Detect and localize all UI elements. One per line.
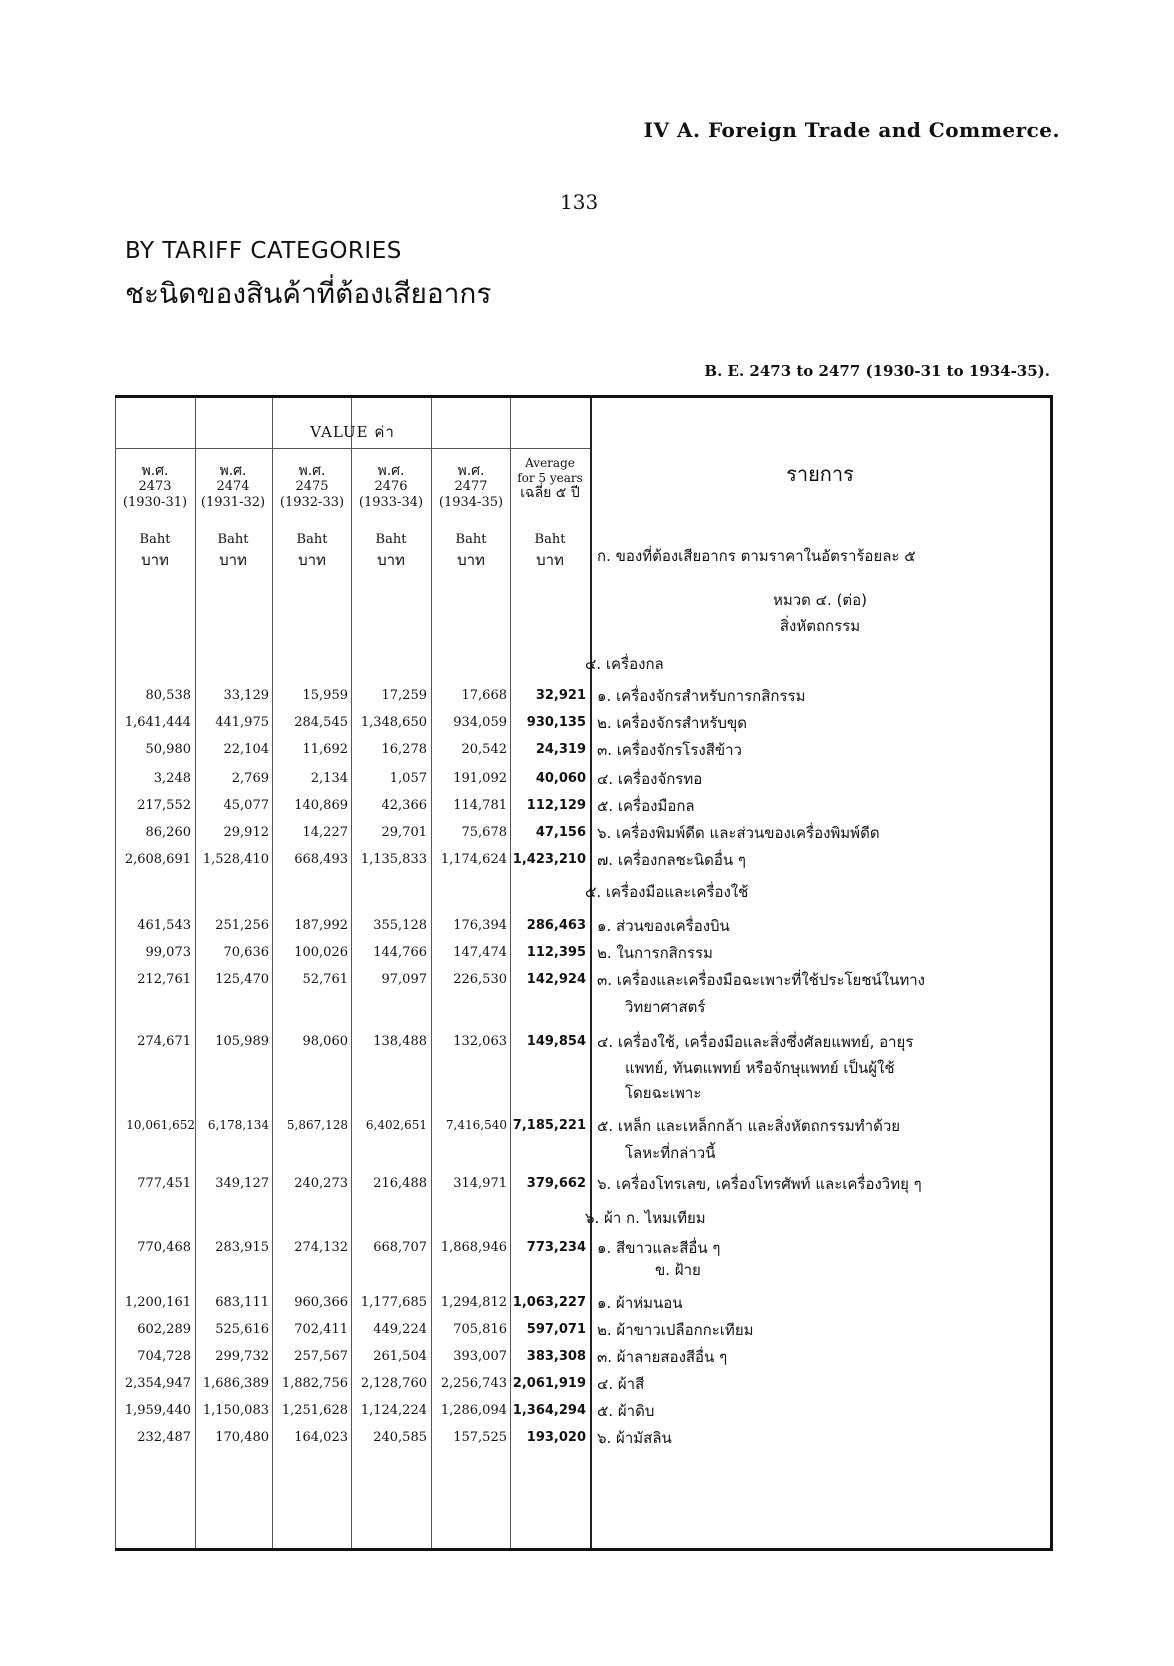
value-cell: 45,077 — [223, 798, 269, 813]
value-cell: 29,701 — [381, 825, 427, 840]
value-cell: 16,278 — [381, 742, 427, 757]
table-row — [115, 1240, 1050, 1266]
value-cell: 934,059 — [453, 715, 507, 730]
value-cell: 668,707 — [373, 1240, 427, 1255]
average-cell: 47,156 — [535, 825, 586, 840]
table-row — [115, 1034, 1050, 1060]
average-cell: 286,463 — [526, 918, 586, 933]
value-cell: 2,128,760 — [360, 1376, 427, 1391]
value-cell: 1,286,094 — [440, 1403, 507, 1418]
value-cell: 50,980 — [145, 742, 191, 757]
value-cell: 705,816 — [453, 1322, 507, 1337]
value-cell: 140,869 — [294, 798, 348, 813]
value-cell: 525,616 — [215, 1322, 269, 1337]
value-cell: 257,567 — [294, 1349, 348, 1364]
value-cell: 683,111 — [215, 1295, 269, 1310]
item-label: ๕. เครื่องมือกล — [597, 797, 695, 815]
table-row — [115, 825, 1050, 851]
item-label: ๓. เครื่องและเครื่องมือฉะเพาะที่ใช้ประโยชน์ในทาง — [597, 971, 925, 989]
value-cell: 314,971 — [453, 1176, 507, 1191]
value-cell: 1,174,624 — [440, 852, 507, 867]
title-english: BY TARIFF CATEGORIES — [125, 238, 402, 264]
table-row — [115, 688, 1050, 714]
table-row — [115, 852, 1050, 878]
item-label: ๑. ผ้าห่มนอน — [597, 1294, 683, 1312]
title-thai: ชะนิดของสินค้าที่ต้องเสียอากร — [125, 277, 492, 310]
section-heading: ๕. เครื่องมือและเครื่องใช้ — [585, 883, 749, 901]
period-label: B. E. 2473 to 2477 (1930-31 to 1934-35). — [704, 362, 1050, 380]
value-cell: 1,294,812 — [440, 1295, 507, 1310]
value-cell: 114,781 — [453, 798, 507, 813]
value-cell: 17,259 — [381, 688, 427, 703]
group-subheading: สิ่งหัตถกรรม — [779, 617, 861, 635]
value-cell: 157,525 — [453, 1430, 507, 1445]
value-cell: 2,769 — [231, 771, 269, 786]
value-cell: 1,959,440 — [124, 1403, 191, 1418]
average-cell: 1,423,210 — [512, 852, 586, 867]
value-cell: 105,989 — [215, 1034, 269, 1049]
value-cell: 14,227 — [302, 825, 348, 840]
unit-label: Baht บาท — [534, 532, 566, 569]
average-cell: 7,185,221 — [512, 1118, 586, 1133]
item-label: ๔. เครื่องจักรทอ — [597, 770, 703, 788]
value-cell: 212,761 — [137, 972, 191, 987]
item-label: ๓. ผ้าลายสองสีอื่น ๆ — [597, 1348, 728, 1366]
value-cell: 6,402,651 — [365, 1118, 427, 1132]
value-cell: 232,487 — [137, 1430, 191, 1445]
value-cell: 1,348,650 — [360, 715, 427, 730]
value-cell: 52,761 — [302, 972, 348, 987]
item-label-continuation: วิทยาศาสตร์ — [625, 998, 706, 1016]
item-label-continuation: แพทย์, ทันตแพทย์ หรือจักษุแพทย์ เป็นผู้ใช้ — [625, 1059, 895, 1077]
average-cell: 930,135 — [526, 715, 586, 730]
value-cell: 349,127 — [215, 1176, 269, 1191]
value-cell: 1,686,389 — [202, 1376, 269, 1391]
year-header: พ.ศ. 2476 (1933-34) — [358, 463, 424, 510]
items-header: รายการ — [786, 462, 854, 486]
value-cell: 240,585 — [373, 1430, 427, 1445]
item-label: ๕. ผ้าดิบ — [597, 1402, 655, 1420]
value-cell: 75,678 — [461, 825, 507, 840]
value-cell: 20,542 — [461, 742, 507, 757]
average-cell: 193,020 — [526, 1430, 586, 1445]
value-cell: 80,538 — [145, 688, 191, 703]
value-cell: 770,468 — [137, 1240, 191, 1255]
average-cell: 142,924 — [526, 972, 586, 987]
value-cell: 283,915 — [215, 1240, 269, 1255]
item-label: ๗. เครื่องกลชะนิดอื่น ๆ — [597, 851, 746, 869]
value-cell: 2,134 — [310, 771, 348, 786]
value-cell: 602,289 — [137, 1322, 191, 1337]
value-cell: 125,470 — [215, 972, 269, 987]
year-header: พ.ศ. 2477 (1934-35) — [438, 463, 504, 510]
value-cell: 668,493 — [294, 852, 348, 867]
value-cell: 1,124,224 — [360, 1403, 427, 1418]
value-cell: 191,092 — [453, 771, 507, 786]
value-cell: 441,975 — [215, 715, 269, 730]
table-row — [115, 798, 1050, 824]
category-a-label: ก. ของที่ต้องเสียอากร ตามราคาในอัตราร้อยละ ๕ — [597, 547, 916, 565]
value-cell: 1,057 — [389, 771, 427, 786]
value-cell: 702,411 — [294, 1322, 348, 1337]
table-row — [115, 1376, 1050, 1402]
value-cell: 240,273 — [294, 1176, 348, 1191]
average-cell: 112,395 — [526, 945, 586, 960]
value-cell: 164,023 — [294, 1430, 348, 1445]
value-cell: 70,636 — [223, 945, 269, 960]
value-cell: 704,728 — [137, 1349, 191, 1364]
item-label: ๖. เครื่องพิมพ์ดีด และส่วนของเครื่องพิมพ์ดีด — [597, 824, 880, 842]
value-cell: 99,073 — [145, 945, 191, 960]
value-cell: 284,545 — [294, 715, 348, 730]
value-cell: 1,528,410 — [202, 852, 269, 867]
average-cell: 1,364,294 — [512, 1403, 586, 1418]
value-cell: 1,251,628 — [281, 1403, 348, 1418]
value-cell: 22,104 — [223, 742, 269, 757]
value-cell: 1,200,161 — [124, 1295, 191, 1310]
average-cell: 773,234 — [526, 1240, 586, 1255]
average-cell: 379,662 — [526, 1176, 586, 1191]
value-cell: 1,150,083 — [202, 1403, 269, 1418]
item-label-continuation: โลหะที่กล่าวนี้ — [625, 1144, 716, 1162]
table-row — [115, 972, 1050, 998]
year-header: พ.ศ. 2473 (1930-31) — [122, 463, 188, 510]
value-cell: 86,260 — [145, 825, 191, 840]
item-label: ๒. ผ้าขาวเปลือกกะเทียม — [597, 1321, 754, 1339]
value-cell: 261,504 — [373, 1349, 427, 1364]
section-heading: ๖. ผ้า ก. ไหมเทียม — [585, 1209, 706, 1227]
value-cell: 98,060 — [302, 1034, 348, 1049]
value-cell: 777,451 — [137, 1176, 191, 1191]
page-number: 133 — [560, 190, 599, 214]
table-row — [115, 715, 1050, 741]
value-cell: 100,026 — [294, 945, 348, 960]
average-cell: 112,129 — [526, 798, 586, 813]
value-cell: 11,692 — [302, 742, 348, 757]
value-cell: 216,488 — [373, 1176, 427, 1191]
item-label: ๕. เหล็ก และเหล็กกล้า และสิ่งหัตถกรรมทำด้วย — [597, 1117, 901, 1135]
average-cell: 597,071 — [526, 1322, 586, 1337]
value-cell: 42,366 — [381, 798, 427, 813]
average-cell: 383,308 — [526, 1349, 586, 1364]
value-cell: 187,992 — [294, 918, 348, 933]
table-row — [115, 742, 1050, 768]
value-cell: 3,248 — [153, 771, 191, 786]
group-heading: หมวด ๔. (ต่อ) — [772, 591, 868, 609]
value-cell: 274,671 — [137, 1034, 191, 1049]
unit-label: Baht บาท — [455, 532, 487, 569]
item-label: ๑. สีขาวและสีอื่น ๆ — [597, 1239, 721, 1257]
value-cell: 97,097 — [381, 972, 427, 987]
value-cell: 132,063 — [453, 1034, 507, 1049]
value-cell: 960,366 — [294, 1295, 348, 1310]
value-cell: 1,868,946 — [440, 1240, 507, 1255]
item-label: ๑. เครื่องจักรสำหรับการกสิกรรม — [597, 687, 806, 705]
item-label: ๒. ในการกสิกรรม — [597, 944, 713, 962]
value-cell: 2,608,691 — [124, 852, 191, 867]
trade-table — [115, 395, 1053, 1551]
section-header: IV A. Foreign Trade and Commerce. — [643, 118, 1060, 142]
item-label: ๔. ผ้าสี — [597, 1375, 645, 1393]
value-cell: 299,732 — [215, 1349, 269, 1364]
average-cell: 32,921 — [535, 688, 586, 703]
value-cell: 170,480 — [215, 1430, 269, 1445]
value-cell: 1,641,444 — [124, 715, 191, 730]
table-row — [115, 1295, 1050, 1321]
value-cell: 461,543 — [137, 918, 191, 933]
value-cell: 217,552 — [137, 798, 191, 813]
value-cell: 449,224 — [373, 1322, 427, 1337]
average-cell: 149,854 — [526, 1034, 586, 1049]
item-label: ๖. ผ้ามัสลิน — [597, 1429, 672, 1447]
value-cell: 33,129 — [223, 688, 269, 703]
value-cell: 147,474 — [453, 945, 507, 960]
value-cell: 2,256,743 — [440, 1376, 507, 1391]
value-cell: 1,135,833 — [360, 852, 427, 867]
unit-label: Baht บาท — [375, 532, 407, 569]
value-cell: 5,867,128 — [286, 1118, 348, 1132]
value-cell: 2,354,947 — [124, 1376, 191, 1391]
average-header: Average for 5 years เฉลี่ย ๕ ปี — [517, 456, 583, 501]
unit-label: Baht บาท — [139, 532, 171, 569]
table-row — [115, 1118, 1050, 1144]
table-row — [115, 771, 1050, 797]
value-column-label: VALUE ค่า — [310, 423, 395, 441]
item-label: ๒. เครื่องจักรสำหรับขุด — [597, 714, 747, 732]
table-row — [115, 918, 1050, 944]
value-cell: 17,668 — [461, 688, 507, 703]
year-header: พ.ศ. 2474 (1931-32) — [200, 463, 266, 510]
value-cell: 355,128 — [373, 918, 427, 933]
value-cell: 176,394 — [453, 918, 507, 933]
value-cell: 29,912 — [223, 825, 269, 840]
average-cell: 24,319 — [535, 742, 586, 757]
item-label: ๑. ส่วนของเครื่องบิน — [597, 917, 730, 935]
table-row — [115, 1176, 1050, 1202]
value-cell: 1,177,685 — [360, 1295, 427, 1310]
value-cell: 6,178,134 — [207, 1118, 269, 1132]
item-label: ๖. เครื่องโทรเลข, เครื่องโทรศัพท์ และเครื่องวิทยุ ๆ — [597, 1175, 922, 1193]
value-cell: 274,132 — [294, 1240, 348, 1255]
table-row — [115, 1403, 1050, 1429]
value-cell: 7,416,540 — [445, 1118, 507, 1132]
item-label-continuation: โดยฉะเพาะ — [625, 1084, 702, 1102]
item-label: ๔. เครื่องใช้, เครื่องมือและสิ่งซึ่งศัลยแพทย์, อายุร — [597, 1033, 914, 1051]
section-heading: ข. ฝ้าย — [655, 1261, 701, 1279]
value-cell: 226,530 — [453, 972, 507, 987]
value-cell: 138,488 — [373, 1034, 427, 1049]
value-cell: 1,882,756 — [281, 1376, 348, 1391]
year-header: พ.ศ. 2475 (1932-33) — [279, 463, 345, 510]
value-cell: 144,766 — [373, 945, 427, 960]
value-cell: 10,061,652 — [126, 1118, 195, 1132]
unit-label: Baht บาท — [217, 532, 249, 569]
average-cell: 40,060 — [535, 771, 586, 786]
average-cell: 1,063,227 — [512, 1295, 586, 1310]
section-heading: ๔. เครื่องกล — [585, 655, 664, 673]
table-row — [115, 1322, 1050, 1348]
value-cell: 393,007 — [453, 1349, 507, 1364]
table-row — [115, 1430, 1050, 1456]
value-cell: 251,256 — [215, 918, 269, 933]
unit-label: Baht บาท — [296, 532, 328, 569]
value-cell: 15,959 — [302, 688, 348, 703]
table-row — [115, 1349, 1050, 1375]
average-cell: 2,061,919 — [512, 1376, 586, 1391]
item-label: ๓. เครื่องจักรโรงสีข้าว — [597, 741, 742, 759]
